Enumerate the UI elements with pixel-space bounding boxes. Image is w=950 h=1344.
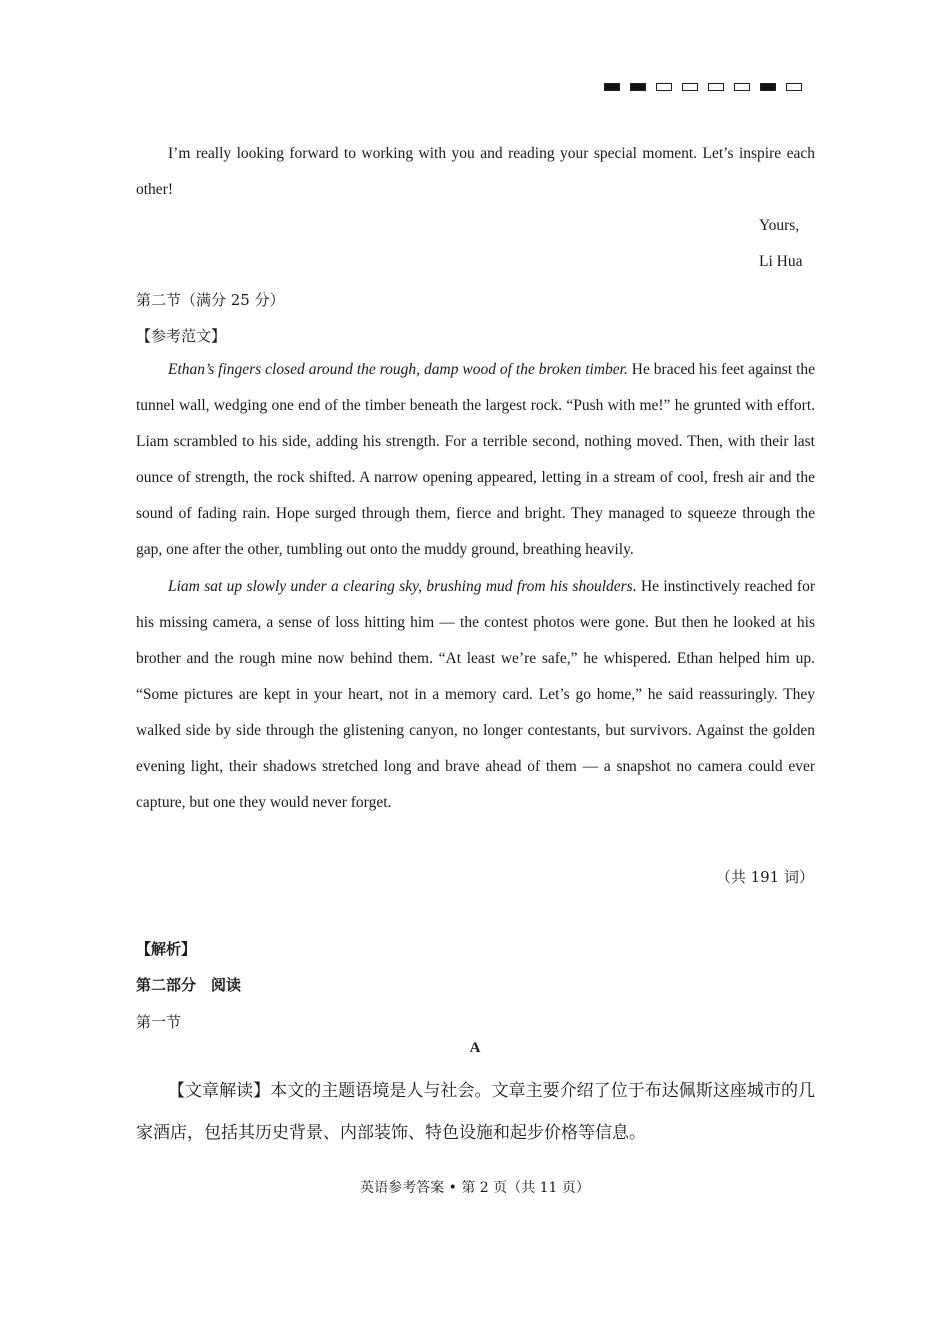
letter-signature-name: Li Hua	[759, 253, 803, 270]
paragraph-1-lead-sentence: Ethan’s fingers closed around the rough, damp wood of the broken timber.	[168, 361, 628, 378]
position-mark	[734, 83, 750, 91]
letter-sign-off: Yours,	[759, 217, 800, 234]
page-position-marks	[604, 83, 802, 91]
reference-label: 【参考范文】	[136, 327, 227, 345]
paragraph-2-lead-sentence: Liam sat up slowly under a clearing sky, brushing mud from his shoulders.	[168, 577, 637, 595]
passage-summary: 【文章解读】本文的主题语境是人与社会。文章主要介绍了位于布达佩斯这座城市的几家酒店，包括其历史背景、内部装饰、特色设施和起步价格等信息。	[136, 1081, 815, 1143]
page-footer: 英语参考答案 • 第 2 页（共 11 页）	[360, 1180, 590, 1196]
position-mark	[708, 83, 724, 91]
position-mark	[682, 83, 698, 91]
position-mark	[760, 83, 776, 91]
letter-closing-paragraph: I’m really looking forward to working with you and reading your special moment. Let’s inspire each other!	[136, 145, 815, 199]
part-heading: 第二部分 阅读	[136, 976, 242, 994]
position-mark	[630, 83, 646, 91]
subsection-heading: 第一节	[136, 1013, 182, 1031]
essay-paragraph-1	[136, 352, 815, 569]
analysis-label: 【解析】	[136, 940, 197, 958]
position-mark	[604, 83, 620, 91]
position-mark	[656, 83, 672, 91]
essay	[136, 352, 815, 821]
position-mark	[786, 83, 802, 91]
paragraph-1-body: He braced his feet against the tunnel wall, wedging one end of the timber beneath the largest rock. “Push with me!” he grunted with effort. Liam scrambled to his side, adding his strength. For a terrible second, nothing moved. Then, with their last ounce of strength, the rock shifted. A narrow opening appeared, letting in a stream of cool, fresh air and the sound of fading rain. Hope surged through them, fierce and bright. They managed to squeeze through the gap, one after the other, tumbling out onto the muddy ground, breathing heavily.	[136, 361, 816, 559]
essay-paragraph-2	[136, 569, 815, 822]
word-count: （共 191 词）	[715, 868, 814, 886]
passage-label: A	[469, 1040, 481, 1056]
paragraph-2-body: He instinctively reached for his missing camera, a sense of loss hitting him — the contest photos were gone. But then he looked at his brother and the rough mine now behind them. “At least we’re safe,” he whispered. Ethan helped him up. “Some pictures are kept in your heart, not in a memory card. Let’s go home,” he said reassuringly. They walked side by side through the glistening canyon, no longer contestants, but survivors. Against the golden evening light, their shadows stretched long and brave ahead of them — a snapshot no camera could ever capture, but one they would never forget.	[136, 577, 815, 812]
section-heading: 第二节（满分 25 分）	[136, 291, 285, 309]
